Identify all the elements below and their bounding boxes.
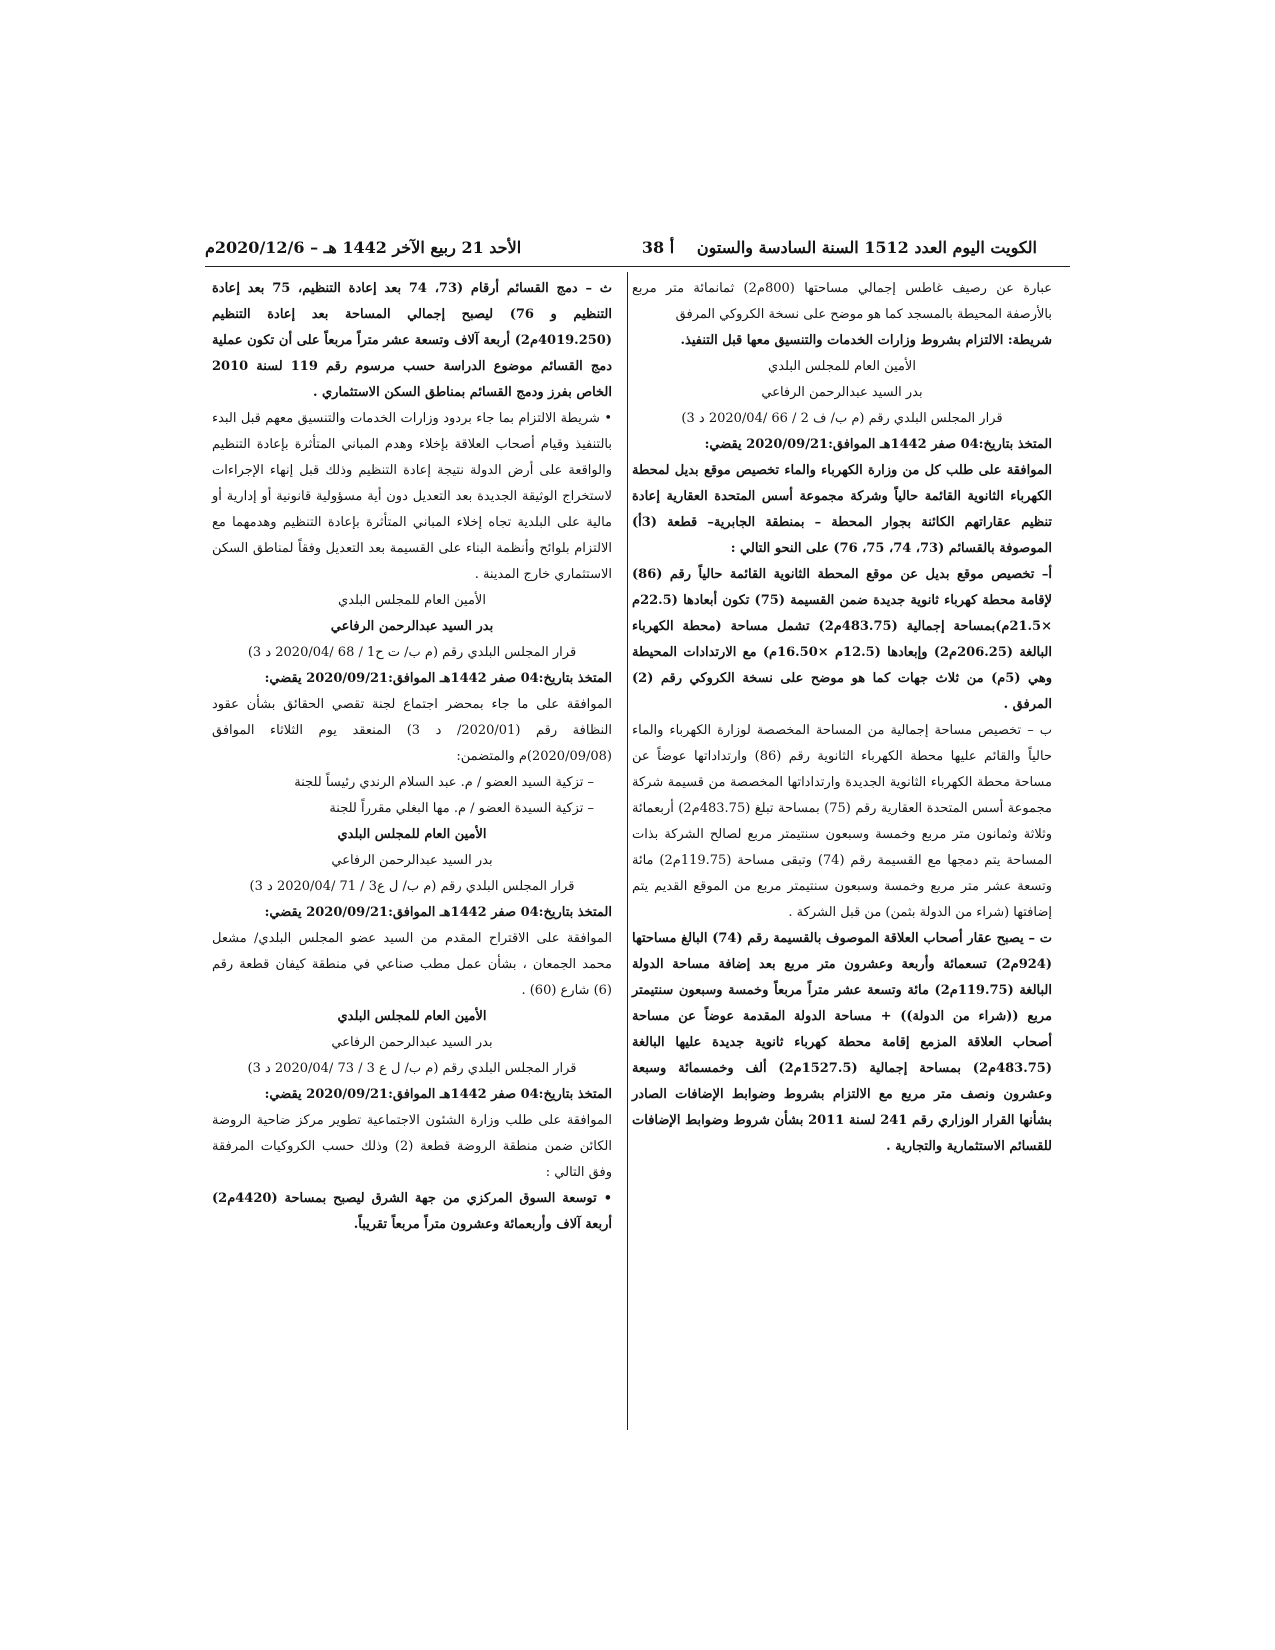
header-page-number: أ 38 bbox=[641, 238, 675, 257]
column-divider bbox=[627, 272, 628, 1430]
paragraph: الموافقة على ما جاء بمحضر اجتماع لجنة تقصي الحقائق بشأن عقود النظافة رقم (2020/01/ د 3) المنعقد يوم الثلاثاء الموافق (2020/09/08)م والمتضمن: bbox=[212, 697, 612, 764]
signatory-title: الأمين العام للمجلس البلدي bbox=[338, 593, 486, 608]
signatory-name: بدر السيد عبدالرحمن الرفاعي bbox=[331, 853, 493, 868]
signatory-name: بدر السيد عبدالرحمن الرفاعي bbox=[330, 619, 494, 634]
signatory-title: الأمين العام للمجلس البلدي bbox=[768, 359, 916, 374]
clause-a: أ– تخصيص موقع بديل عن موقع المحطة الثانوية القائمة حالياً رقم (86) لإقامة محطة كهرباء ثانوية جديدة ضمن القسيمة (75) تكون أبعادها (22.5م ×21.5م)بمساحة إجمالية (483.75م2) تشمل مساحة (محطة الكهرباء البالغة (206.25م2) وإبعادها (12.5م ×16.50م) مع الارتدادات المحيطة وهي (5م) من ثلاث جهات كما هو موضح على نسخة الكروكي رقم (2) المرفق . bbox=[632, 567, 1053, 712]
decision-date: المتخذ بتاريخ:04 صفر 1442هـ الموافق:2020/09/21 يقضي: bbox=[264, 671, 612, 686]
condition: شريطة: الالتزام بشروط وزارات الخدمات والتنسيق معها قبل التنفيذ. bbox=[680, 333, 1052, 348]
header-rule bbox=[205, 266, 1070, 267]
condition: • شريطة الالتزام بما جاء بردود وزارات الخدمات والتنسيق معهم قبل البدء بالتنفيذ وقيام أصحاب العلاقة بإخلاء وهدم المباني المتأثرة بإعادة التنظيم والواقعة على أرض الدولة نتيجة إعادة التنظيم وذلك قبل إنهاء الإجراءات لاستخراج الوثيقة الجديدة بعد التعديل دون أية مسؤولية قانونية أو إدارية أو مالية على البلدية تجاه إخلاء المباني المتأثرة بإعادة التنظيم وهدمهما مع الالتزام بلوائح وأنظمة البناء على القسيمة بعد التعديل وفقاً لمناطق السكن الاستثماري خارج المدينة . bbox=[212, 411, 612, 582]
paragraph: الموافقة على الاقتراح المقدم من السيد عضو المجلس البلدي/ مشعل محمد الجمعان ، بشأن عمل مطب صناعي في منطقة كيفان قطعة رقم (6) شارع (60) . bbox=[212, 931, 612, 998]
clause-t: ت – يصبح عقار أصحاب العلاقة الموصوف بالقسيمة رقم (74) البالغ مساحتها (924م2) تسعمائة وأربعة وعشرون متر مربع بعد إضافة مساحة الدولة البالغة (119.75م2) مائة وتسعة عشر متراً مربعاً وخمسة وسبعون سنتيمتر مربع ((شراء من الدولة)) + مساحة الدولة المقدمة عوضاً عن مساحة أصحاب العلاقة المزمع إقامة محطة كهرباء ثانوية جديدة عليها البالغة (483.75م2) بمساحة إجمالية (1527.5م2) ألف وخمسمائة وسبعة وعشرون ونصف متر مربع مع الالتزام بشروط وضوابط الإضافات الصادر بشأنها القرار الوزاري رقم 241 لسنة 2011 بشأن شروط وضوابط الإضافات للقسائم الاستثمارية والتجارية . bbox=[632, 931, 1052, 1154]
column-right bbox=[632, 276, 1052, 1160]
paragraph: الموافقة على طلب وزارة الشئون الاجتماعية تطوير مركز ضاحية الروضة الكائن ضمن منطقة الروضة قطعة (2) وذلك حسب الكروكيات المرفقة وفق التالي : bbox=[212, 1113, 612, 1180]
decision-date: المتخذ بتاريخ:04 صفر 1442هـ الموافق:2020/09/21 يقضي: bbox=[264, 1087, 612, 1102]
clause-th: ث – دمج القسائم أرقام (73، 74 بعد إعادة التنظيم، 75 بعد إعادة التنظيم و 76) ليصبح إجمالي المساحة بعد إعادة التنظيم (4019.250م2) أربعة آلاف وتسعة عشر متراً مربعاً على أن تكون عملية دمج القسائم موضوع الدراسة حسب مرسوم رقم 119 لسنة 2010 الخاص بفرز ودمج القسائم بمناطق السكن الاستثماري . bbox=[212, 281, 612, 400]
paragraph: الموافقة على طلب كل من وزارة الكهرباء والماء تخصيص موقع بديل لمحطة الكهرباء الثانوية القائمة حالياً وشركة مجموعة أسس المتحدة العقارية إعادة تنظيم عقاراتهم الكائنة بجوار المحطة – بمنطقة الجابرية– قطعة (3أ) الموصوفة بالقسائم (73، 74، 75، 76) على النحو التالي : bbox=[632, 463, 1052, 556]
signatory-name: بدر السيد عبدالرحمن الرفاعي bbox=[761, 385, 923, 400]
decision-number: قرار المجلس البلدي رقم (م ب/ ت ح1 / 68 /2020/04 د 3) bbox=[247, 645, 577, 660]
decision-date: المتخذ بتاريخ:04 صفر 1442هـ الموافق:2020/09/21 يقضي: bbox=[704, 437, 1052, 452]
decision-date: المتخذ بتاريخ:04 صفر 1442هـ الموافق:2020/09/21 يقضي: bbox=[264, 905, 612, 920]
list-item: – تزكية السيد العضو / م. عبد السلام الرندي رئيساً للجنة bbox=[294, 775, 594, 790]
paragraph: عبارة عن رصيف غاطس إجمالي مساحتها (800م2) ثمانمائة متر مربع بالأرصفة المحيطة بالمسجد كما هو موضح على نسخة الكروكي المرفق bbox=[632, 281, 1052, 322]
decision-number: قرار المجلس البلدي رقم (م ب/ ف 2 / 66 /2020/04 د 3) bbox=[681, 411, 1003, 426]
header-date: الأحد 21 ربيع الآخر 1442 هـ – 2020/12/6م bbox=[205, 238, 522, 257]
signatory-title: الأمين العام للمجلس البلدي bbox=[337, 1009, 487, 1024]
list-item: • توسعة السوق المركزي من جهة الشرق ليصبح بمساحة (4420م2) أربعة آلاف وأربعمائة وعشرون متراً مربعاً تقريباً. bbox=[212, 1191, 612, 1232]
column-left bbox=[212, 276, 612, 1238]
signatory-name: بدر السيد عبدالرحمن الرفاعي bbox=[331, 1035, 493, 1050]
header-issue: الكويت اليوم العدد 1512 السنة السادسة والستون bbox=[696, 238, 1037, 257]
decision-number: قرار المجلس البلدي رقم (م ب/ ل ع3 / 71 /2020/04 د 3) bbox=[249, 879, 575, 894]
list-item: – تزكية السيدة العضو / م. مها البغلي مقرراً للجنة bbox=[329, 801, 594, 816]
clause-b: ب – تخصيص مساحة إجمالية من المساحة المخصصة لوزارة الكهرباء والماء حالياً والقائم عليها محطة الكهرباء الثانوية رقم (86) وارتداداتها عوضاً عن مساحة محطة الكهرباء الثانوية الجديدة وارتداداتها المخصصة من قسيمة شركة مجموعة أسس المتحدة العقارية رقم (75) بمساحة تبلغ (483.75م2) أربعمائة وثلاثة وثمانون متر مربع وخمسة وسبعون سنتيمتر مربع لصالح الشركة بذات المساحة يتم دمجها مع القسيمة رقم (74) وتبقى مساحة (119.75م2) مائة وتسعة عشر متر مربع وخمسة وسبعون سنتيمتر مربع من الموقع القديم يتم إضافتها (شراء من الدولة بثمن) من قبل الشركة . bbox=[632, 723, 1052, 920]
signatory-title: الأمين العام للمجلس البلدي bbox=[337, 827, 487, 842]
decision-number: قرار المجلس البلدي رقم (م ب/ ل ع 3 / 73 /2020/04 د 3) bbox=[247, 1061, 577, 1076]
